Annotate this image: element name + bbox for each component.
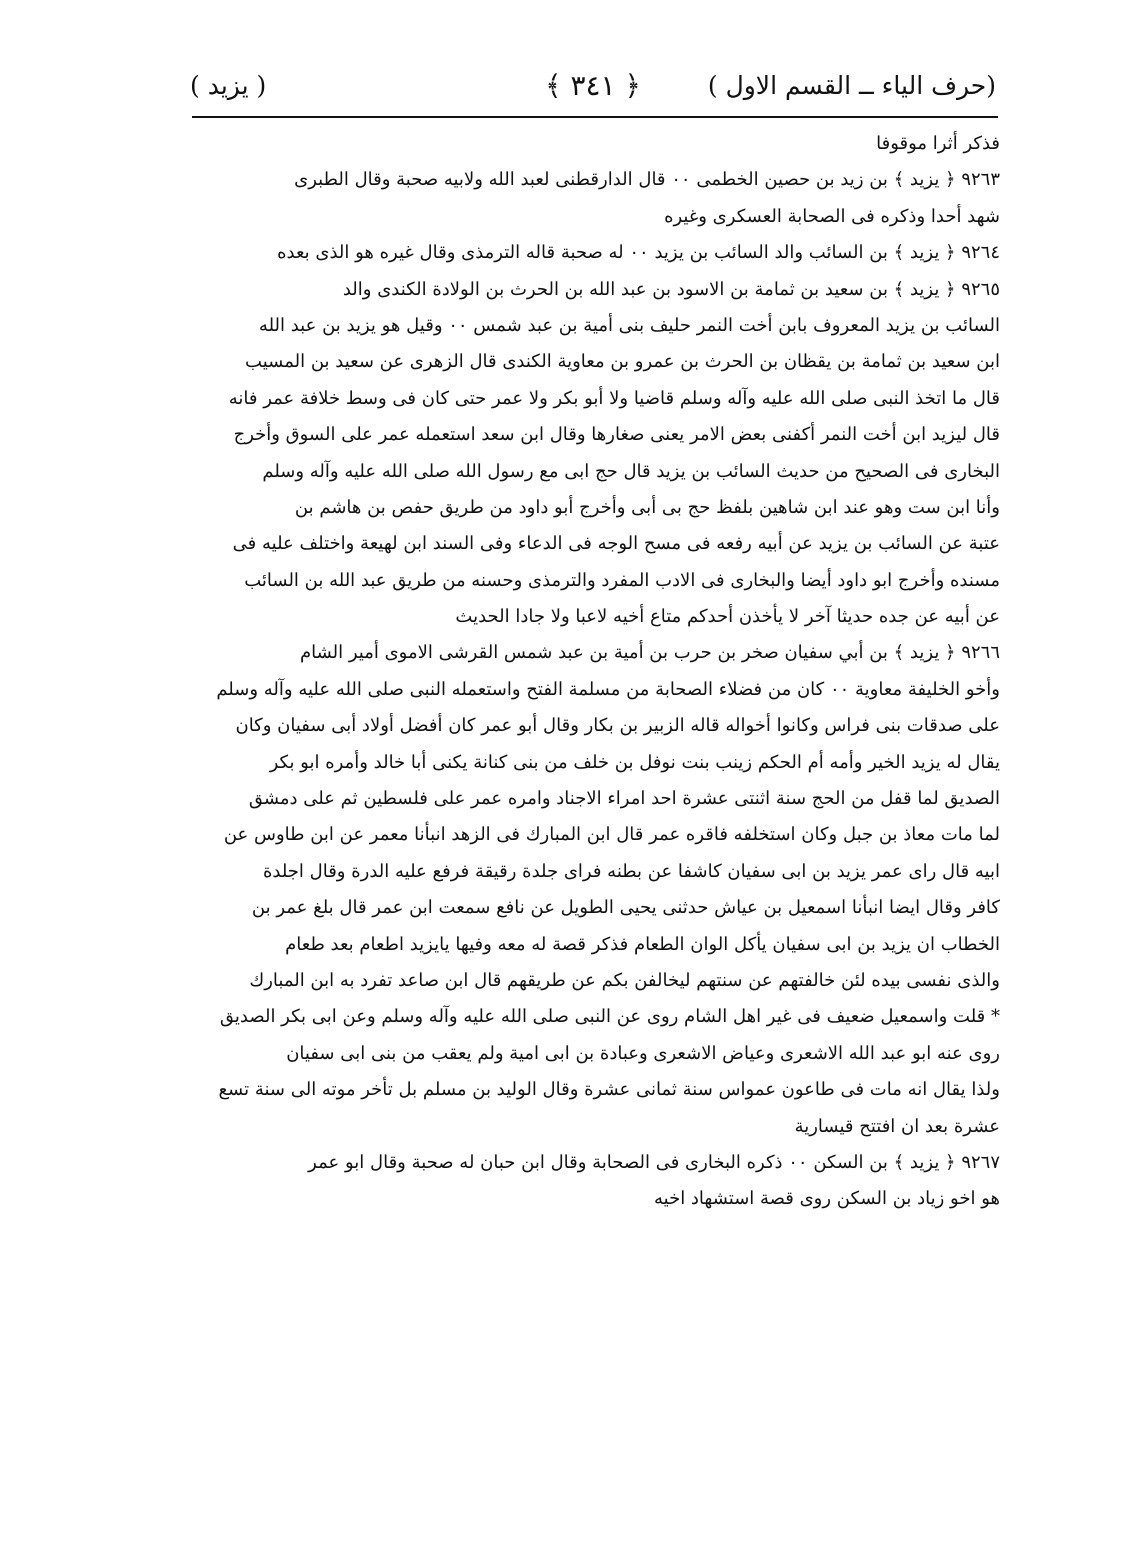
text-line: * قلت واسمعيل ضعيف فى غير اهل الشام روى عن النبى صلى الله عليه وآله وسلم وعن ابى بكر الصديق [219,1006,1000,1028]
text-line: ولذا يقال انه مات فى طاعون عمواس سنة ثمانى عشرة وقال الوليد بن مسلم بل تأخر موته الى سنة تسع [218,1079,1000,1101]
text-body [190,126,1000,1218]
text-line: ٩٢٦٤ ﴿ يزيد ﴾ بن السائب والد السائب بن يزيد ٠٠ له صحبة قاله الترمذى وقال غيره هو الذى بعده [277,242,1000,264]
text-line: عتبة عن السائب بن يزيد عن أبيه رفعه فى مسح الوجه فى الدعاء وفى السند ابن لهيعة واختلف عليه فى [232,533,1000,555]
text-line: الصديق لما قفل من الحج سنة اثنتى عشرة احد امراء الاجناد وامره عمر على فلسطين ثم على دمشق [248,788,1000,810]
text-line: روى عنه ابو عبد الله الاشعرى وعياض الاشعرى وعبادة بن ابى امية ولم يعقب من بنى ابى سفيان [286,1042,1000,1064]
text-line: كافر وقال ايضا انبأنا اسمعيل بن عياش حدثنى يحيى الطويل عن نافع سمعت ابن عمر قال بلغ عمر بن [251,897,1000,919]
text-line: قال ما اتخذ النبى صلى الله عليه وآله وسلم قاضيا ولا أبو بكر ولا عمر حتى كان فى وسط خلافة عمر فانه [228,387,1000,409]
running-head: ( يزيد ) [190,71,267,100]
text-line: يقال له يزيد الخير وأمه أم الحكم زينب بنت نوفل بن خلف من بنى كنانة يكنى أبا خالد وأمره ابو بكر [269,751,1000,773]
text-line: قال ليزيد ابن أخت النمر أكفنى بعض الامر يعنى صغارها وقال ابن سعد استعمله عمر على السوق وأخرج [233,424,1000,446]
header-rule [192,116,998,118]
text-line: على صدقات بنى فراس وكانوا أخواله قاله الزبير بن بكار وقال أبو عمر كان أفضل أولاد أبى سفيان وكان [235,715,1000,737]
text-line: وأنا ابن ست وهو عند ابن شاهين بلفظ حج بى أبى وأخرج أبو داود من طريق حفص بن هاشم بن [294,496,1000,518]
text-line: مسنده وأخرج ابو داود أيضا والبخارى فى الادب المفرد والترمذى وحسنه من طريق عبد الله بن السائب [244,569,1000,591]
page-header [190,70,996,108]
text-line: ابن سعيد بن ثمامة بن يقظان بن الحرث بن عمرو بن معاوية الكندى قال الزهرى عن سعيد بن المسيب [245,351,1000,373]
text-line: ٩٢٦٣ ﴿ يزيد ﴾ بن زيد بن حصين الخطمى ٠٠ قال الدارقطنى لعبد الله ولابيه صحبة وقال الطبرى [294,169,1000,191]
text-line: ٩٢٦٦ ﴿ يزيد ﴾ بن أبي سفيان صخر بن حرب بن أمية بن عبد شمس القرشى الاموى أمير الشام [299,642,1000,664]
text-line: السائب بن يزيد المعروف بابن أخت النمر حليف بنى أمية بن عبد شمس ٠٠ وقيل هو يزيد بن عبد الله [258,314,1000,336]
text-line: لما مات معاذ بن جبل وكان استخلفه فاقره عمر قال ابن المبارك فى الزهد انبأنا معمر عن ابن طاوس عن [223,824,1000,846]
text-line: ٩٢٦٥ ﴿ يزيد ﴾ بن سعيد بن ثمامة بن الاسود بن عبد الله بن الحرث بن الولادة الكندى والد [342,278,1000,300]
text-line: والذى نفسى بيده لئن خالفتهم عن سنتهم ليخالفن بكم عن طريقهم قال ابن صاعد تفرد به ابن المبارك [249,969,1000,991]
section-title: (حرف الياء ــ القسم الاول ) [707,71,996,100]
text-line: عشرة بعد ان افتتح قيسارية [794,1115,1000,1137]
text-line: الخطاب ان يزيد بن ابى سفيان يأكل الوان الطعام فذكر قصة له معه وفيها يايزيد اطعام بعد طعام [285,933,1000,955]
text-line: هو اخو زياد بن السكن روى قصة استشهاد اخيه [653,1188,1000,1210]
text-line: ابيه قال راى عمر يزيد بن ابى سفيان كاشفا عن بطنه فراى جلدة رقيقة فرفع عليه الدرة وقال اجلدة [262,860,1000,882]
text-line: ٩٢٦٧ ﴿ يزيد ﴾ بن السكن ٠٠ ذكره البخارى فى الصحابة وقال ابن حبان له صحبة وقال ابو عمر [308,1151,1000,1173]
text-line: عن أبيه عن جده حديثا آخر لا يأخذن أحدكم متاع أخيه لاعبا ولا جادا الحديث [455,606,1000,628]
text-line: فذكر أثرا موقوفا [876,133,1000,154]
page-number: ﴿ ٣٤١ ﴾ [545,69,641,102]
text-line: شهد أحدا وذكره فى الصحابة العسكرى وغيره [664,205,1000,227]
text-line: البخارى فى الصحيح من حديث السائب بن يزيد قال حج ابى مع رسول الله صلى الله عليه وآله وسلم [262,460,1000,482]
text-line: وأخو الخليفة معاوية ٠٠ كان من فضلاء الصحابة من مسلمة الفتح واستعمله النبى صلى الله عليه وآله وسلم [216,678,1000,700]
